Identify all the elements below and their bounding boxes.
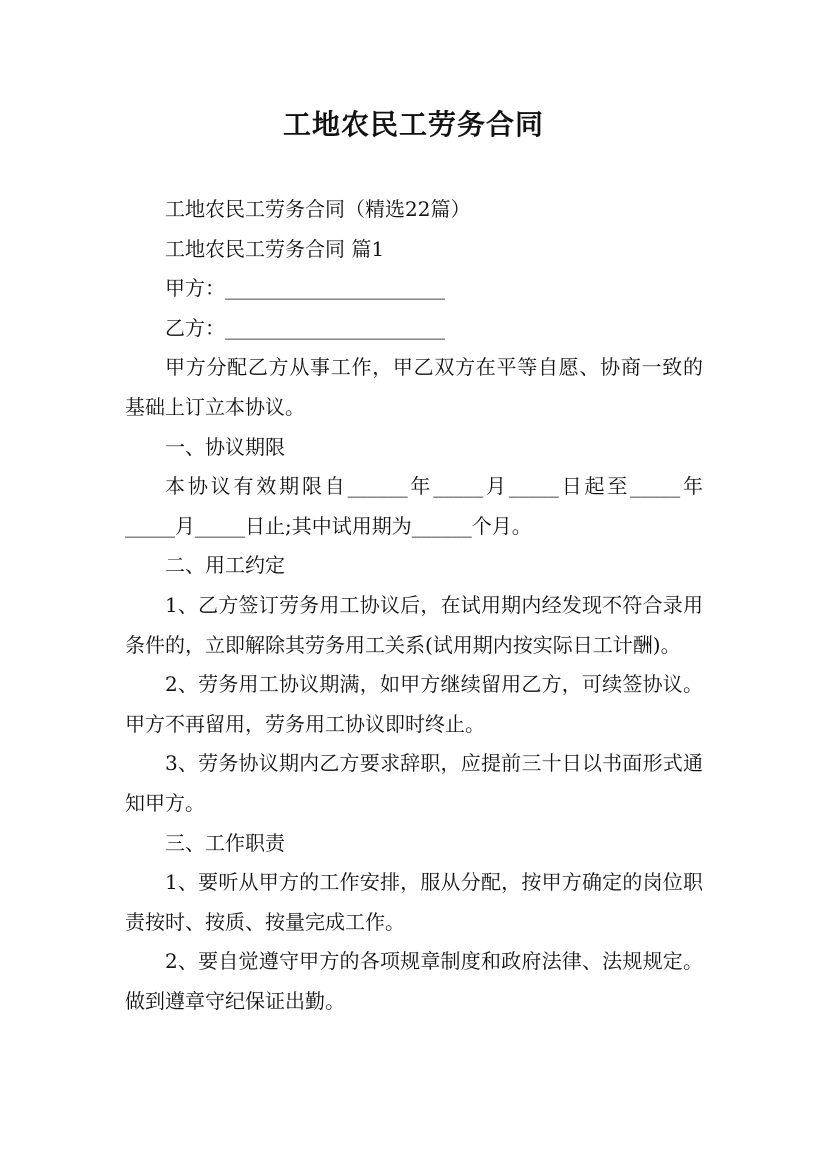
employment-clause-2: 2、劳务用工协议期满，如甲方继续留用乙方，可续签协议。甲方不再留用，劳务用工协议即时终止。 <box>125 672 703 736</box>
chapter-heading: 工地农民工劳务合同 篇1 <box>165 236 385 261</box>
section-heading-duties: 三、工作职责 <box>165 830 285 855</box>
employment-clause-1: 1、乙方签订劳务用工协议后，在试用期内经发现不符合录用条件的，立即解除其劳务用工关系(试用期内按实际日工计酬)。 <box>125 592 703 657</box>
party-a-line: 甲方：______________________ <box>165 276 445 301</box>
document-title: 工地农民工劳务合同 <box>282 108 544 141</box>
section-heading-employment: 二、用工约定 <box>165 553 285 578</box>
party-b-line: 乙方：______________________ <box>165 315 445 340</box>
document-body <box>125 190 703 1021</box>
employment-clause-3: 3、劳务协议期内乙方要求辞职，应提前三十日以书面形式通知甲方。 <box>125 751 703 815</box>
section-heading-term: 一、协议期限 <box>165 434 285 459</box>
term-paragraph: 本协议有效期限自______年_____月_____日起至_____年_____月_____日止;其中试用期为______个月。 <box>125 474 703 538</box>
intro-paragraph: 甲方分配乙方从事工作，甲乙双方在平等自愿、协商一致的基础上订立本协议。 <box>125 355 703 419</box>
duties-clause-2: 2、要自觉遵守甲方的各项规章制度和政府法律、法规规定。做到遵章守纪保证出勤。 <box>125 949 703 1013</box>
duties-clause-1: 1、要听从甲方的工作安排，服从分配，按甲方确定的岗位职责按时、按质、按量完成工作。 <box>125 870 703 934</box>
subtitle-paragraph: 工地农民工劳务合同（精选22篇） <box>165 197 471 221</box>
